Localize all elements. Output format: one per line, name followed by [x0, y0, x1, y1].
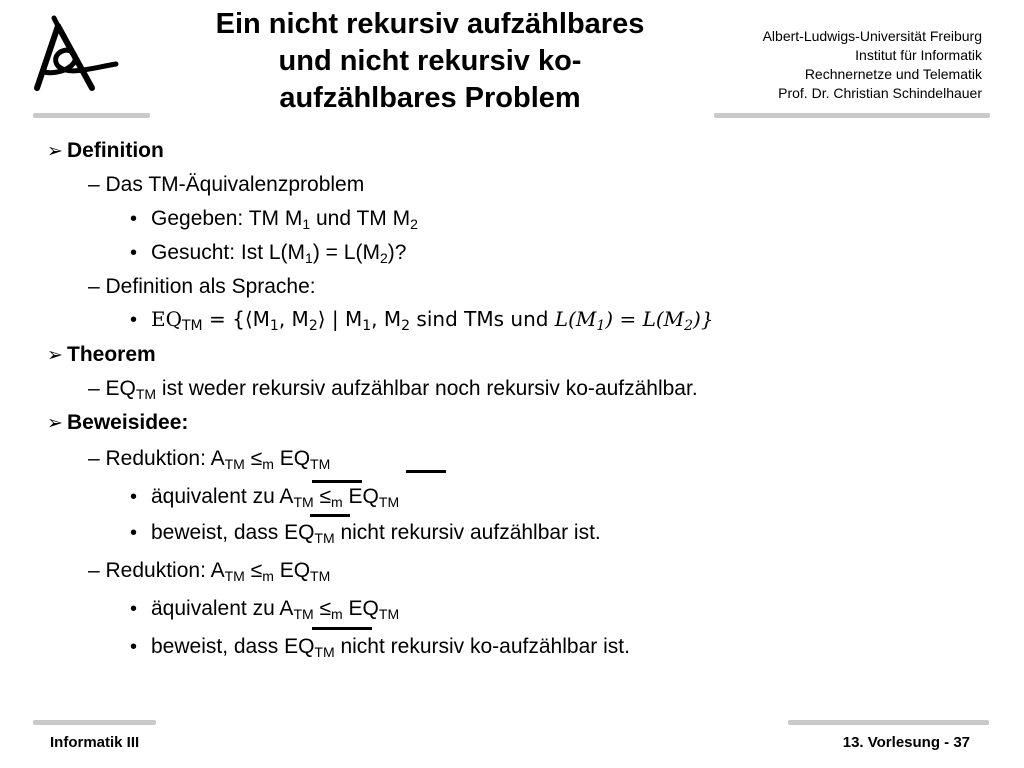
formula-item — [130, 306, 714, 333]
eq-formula: $EQ_{TM}$ = {$⟨M_1$, $M_2⟩$ | $M_1$, $M_2$ sind TMs und $L(M_1) = L(M_2)$} — [151, 307, 714, 334]
given-item: • Gegeben: TM $M_1$ und TM $M_2$ — [130, 207, 418, 232]
institution-line-4: Prof. Dr. Christian Schindelhauer — [778, 85, 982, 101]
bullet-icon: • — [130, 636, 138, 658]
equivalent-item-2: • äquivalent zu $A_{TM} \le_m$ $EQ_{TM}$ — [130, 597, 400, 622]
bullet-icon: • — [130, 522, 138, 544]
bullet-icon: • — [130, 242, 138, 264]
theorem-statement: – $EQ_{TM}$ ist weder rekursiv aufzählbar noch rekursiv ko-aufzählbar. — [88, 377, 698, 402]
proves-item-2: • beweist, dass $EQ_{TM}$ nicht rekursiv ko-aufzählbar ist. — [130, 635, 630, 660]
sought-item: • Gesucht: Ist $L(M_1) = L(M_2)$? — [130, 241, 407, 266]
institution-block — [763, 27, 982, 103]
reduction-item-1: – Reduktion: $A_{TM} \le_m$ $EQ_{TM}$ — [88, 447, 331, 472]
footer-divider-left — [33, 720, 156, 725]
proves-item-1: • beweist, dass $EQ_{TM}$ nicht rekursiv aufzählbar ist. — [130, 521, 601, 546]
complement-bar — [312, 627, 372, 630]
arrow-bullet-icon: ➢ — [47, 413, 63, 434]
footer-course: Informatik III — [50, 734, 140, 751]
proof-idea-heading: ➢ Beweisidee: — [47, 410, 188, 437]
footer-divider-right — [788, 720, 989, 725]
institution-line-3: Rechnernetze und Telematik — [804, 66, 982, 82]
institution-line-1: Albert-Ludwigs-Universität Freiburg — [762, 28, 982, 44]
arrow-bullet-icon: ➢ — [47, 141, 63, 162]
title-line-3: aufzählbares Problem — [279, 82, 581, 114]
bullet-icon: • — [130, 598, 138, 620]
arrow-bullet-icon: ➢ — [47, 345, 63, 366]
theorem-heading: ➢ Theorem — [47, 342, 156, 369]
bullet-icon: • — [130, 208, 138, 230]
bullet-icon: • — [130, 486, 138, 508]
complement-bar — [406, 470, 446, 473]
university-logo — [28, 12, 128, 96]
institution-line-2: Institut für Informatik — [855, 47, 982, 63]
complement-bar — [310, 514, 350, 517]
bullet-icon: • — [130, 309, 138, 331]
title-line-1: Ein nicht rekursiv aufzählbares — [215, 8, 645, 40]
language-definition-item: – Definition als Sprache: — [88, 275, 316, 298]
slide-title — [160, 6, 700, 117]
equivalence-problem-item: – Das TM-Äquivalenzproblem — [88, 173, 365, 196]
title-line-2: und nicht rekursiv ko- — [278, 45, 582, 77]
complement-bar — [312, 480, 362, 483]
header-divider-right — [714, 113, 990, 118]
definition-heading: ➢ Definition — [47, 138, 164, 165]
header-divider-left — [33, 113, 150, 118]
footer-lecture-page: 13. Vorlesung - 37 — [842, 734, 970, 751]
reduction-item-2: – Reduktion: $A_{TM} \le_m$ $EQ_{TM}$ — [88, 559, 331, 584]
equivalent-item-1: • äquivalent zu $A_{TM} \le_m$ $EQ_{TM}$ — [130, 485, 400, 510]
